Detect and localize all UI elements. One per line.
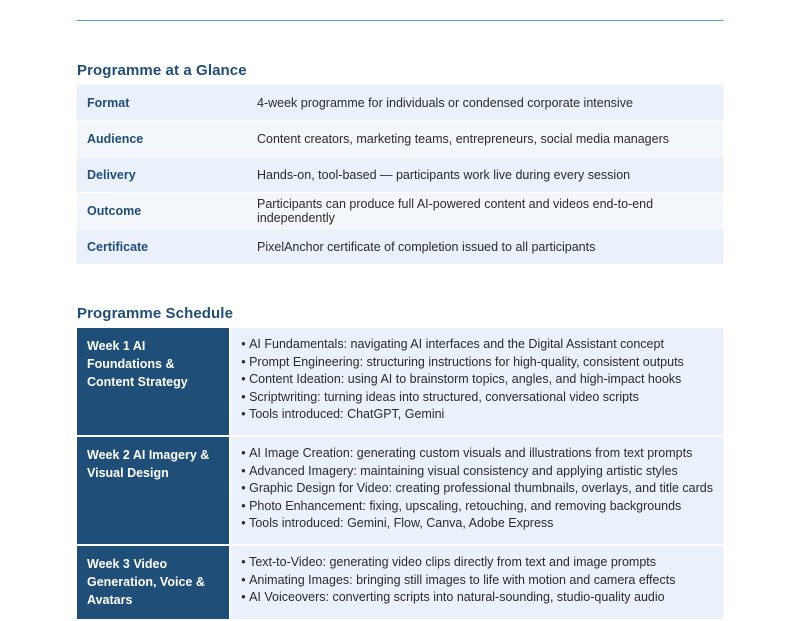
week-row (77, 545, 723, 620)
list-item: • Text-to-Video: generating video clips directly from text and image prompts (241, 554, 713, 572)
row-label: Format (77, 85, 247, 121)
table-row (77, 193, 723, 229)
schedule-table (77, 328, 723, 621)
section-title-schedule: Programme Schedule (77, 305, 234, 322)
week-topics (230, 436, 723, 545)
topic-list (241, 554, 713, 607)
row-value: 4-week programme for individuals or condensed corporate intensive (247, 85, 723, 121)
list-item: • Tools introduced: ChatGPT, Gemini (241, 406, 713, 424)
row-value: Participants can produce full AI-powered content and videos end-to-end independently (247, 193, 723, 229)
week-row (77, 436, 723, 545)
row-value: Content creators, marketing teams, entrepreneurs, social media managers (247, 121, 723, 157)
topic-list (241, 336, 713, 424)
week-topics (230, 328, 723, 436)
row-value: PixelAnchor certificate of completion issued to all participants (247, 229, 723, 265)
table-row (77, 229, 723, 265)
glance-table (77, 85, 723, 265)
list-item: • Animating Images: bringing still images to life with motion and camera effects (241, 572, 713, 590)
table-row (77, 85, 723, 121)
row-value: Hands-on, tool-based — participants work live during every session (247, 157, 723, 193)
list-item: • Photo Enhancement: fixing, upscaling, retouching, and removing backgrounds (241, 498, 713, 516)
section-title-glance: Programme at a Glance (77, 62, 247, 79)
week-heading: Week 2 AI Imagery & Visual Design (77, 436, 230, 545)
list-item: • Tools introduced: Gemini, Flow, Canva, Adobe Express (241, 515, 713, 533)
week-heading: Week 3 Video Generation, Voice & Avatars (77, 545, 230, 620)
row-label: Audience (77, 121, 247, 157)
topic-list (241, 445, 713, 533)
list-item: • AI Image Creation: generating custom visuals and illustrations from text prompts (241, 445, 713, 463)
week-row (77, 328, 723, 436)
top-divider (77, 20, 723, 21)
list-item: • Prompt Engineering: structuring instructions for high-quality, consistent outputs (241, 354, 713, 372)
row-label: Delivery (77, 157, 247, 193)
list-item: • Advanced Imagery: maintaining visual consistency and applying artistic styles (241, 463, 713, 481)
list-item: • AI Fundamentals: navigating AI interfaces and the Digital Assistant concept (241, 336, 713, 354)
list-item: • Graphic Design for Video: creating professional thumbnails, overlays, and title cards (241, 480, 713, 498)
list-item: • Scriptwriting: turning ideas into structured, conversational video scripts (241, 389, 713, 407)
list-item: • AI Voiceovers: converting scripts into natural-sounding, studio-quality audio (241, 589, 713, 607)
list-item: • Content Ideation: using AI to brainstorm topics, angles, and high-impact hooks (241, 371, 713, 389)
table-row (77, 157, 723, 193)
row-label: Certificate (77, 229, 247, 265)
week-heading: Week 1 AI Foundations & Content Strategy (77, 328, 230, 436)
table-row (77, 121, 723, 157)
row-label: Outcome (77, 193, 247, 229)
week-topics (230, 545, 723, 620)
